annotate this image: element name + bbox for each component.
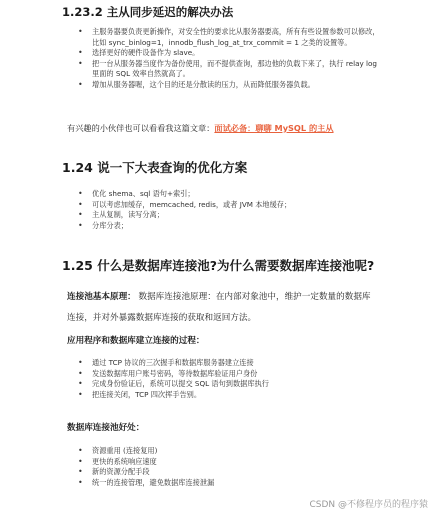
- sync-delay-solutions-list: [78, 27, 380, 91]
- list-item: • 发送数据库用户账号密码，等待数据库验证用户身份: [78, 369, 378, 380]
- list-item: • 选择更好的硬件设备作为 slave。: [78, 48, 380, 59]
- pool-benefits-list: [78, 446, 378, 488]
- list-item: • 分库分表；: [78, 221, 378, 232]
- watermark: CSDN @不修程序员的程序猿: [309, 500, 428, 510]
- list-item: • 新的资源分配手段: [78, 467, 378, 478]
- list-item: • 把一台从服务器当度作为备份使用，而不提供查询，那边他的负载下来了，执行 relay log 里面的 SQL 效率自然就高了。: [78, 59, 380, 80]
- list-item: • 完成身份验证后，系统可以提交 SQL 语句到数据库执行: [78, 379, 378, 390]
- list-item: • 更快的系统响应速度: [78, 457, 378, 468]
- connection-process-list: [78, 358, 378, 400]
- list-item: • 优化 shema、sql 语句+索引；: [78, 189, 378, 200]
- large-table-optimization-list: [78, 189, 378, 231]
- list-item: • 可以考虑加缓存，memcached, redis，或者 JVM 本地缓存；: [78, 200, 378, 211]
- principle-label: 连接池基本原理：: [67, 292, 136, 302]
- pool-principle-paragraph: [67, 287, 377, 329]
- list-item: • 把连接关闭，TCP 四次挥手告别。: [78, 390, 378, 401]
- recommendation-line: [67, 121, 377, 135]
- list-item: • 通过 TCP 协议的三次握手和数据库服务器建立连接: [78, 358, 378, 369]
- list-item: • 统一的连接管理，避免数据库连接泄漏: [78, 478, 378, 489]
- section-title-1-24: 1.24 说一下大表查询的优化方案: [62, 160, 248, 175]
- process-label: 应用程序和数据库建立连接的过程：: [67, 336, 205, 346]
- list-item: • 主服务器要负责更新操作，对安全性的要求比从服务器要高，所有有些设置参数可以修改，比如 sync_binlog=1，innodb_flush_log_at_trx_commit = 1 之类的设置等。: [78, 27, 380, 48]
- article-link[interactable]: 面试必备：聊聊 MySQL 的主从: [214, 123, 334, 133]
- section-title-1-23-2: 1.23.2 主从同步延迟的解决办法: [62, 5, 234, 19]
- principle-text: 数据库连接池原理：在内部对象池中，维护一定数量的数据库连接，并对外暴露数据库连接的获取和返回方法。: [67, 292, 371, 323]
- benefits-label: 数据库连接池好处：: [67, 423, 145, 433]
- list-item: • 资源重用 (连接复用): [78, 446, 378, 457]
- section-title-1-25: 1.25 什么是数据库连接池?为什么需要数据库连接池呢?: [62, 258, 375, 273]
- list-item: • 主从复制，读写分离；: [78, 210, 378, 221]
- recommendation-text: 有兴趣的小伙伴也可以看看我这篇文章：: [67, 123, 215, 133]
- list-item: • 增加从服务器喔，这个目的还是分散读的压力，从而降低服务器负载。: [78, 80, 380, 91]
